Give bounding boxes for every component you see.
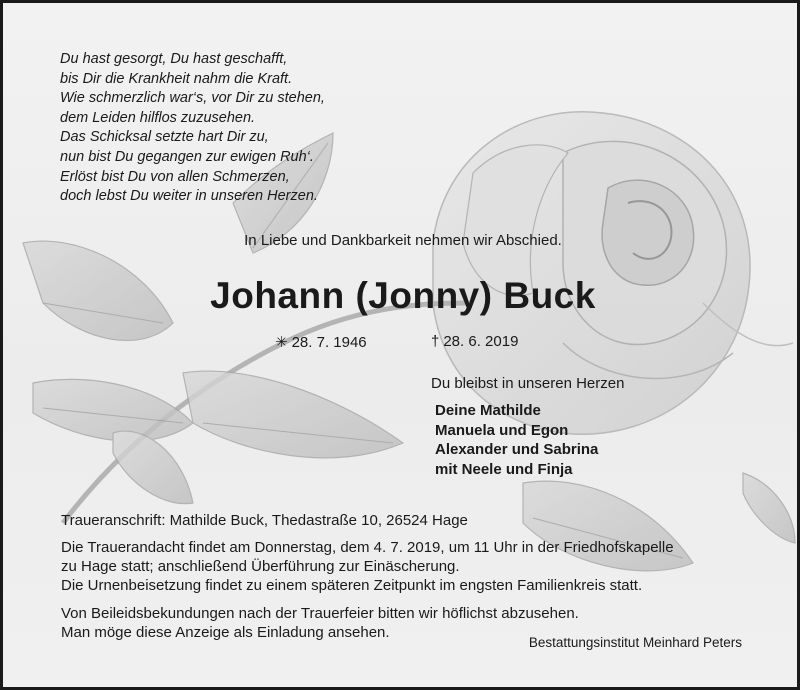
birth-star-icon: ✳ <box>275 334 288 351</box>
family-signatures <box>435 401 598 479</box>
closing-line: Von Beileidsbekundungen nach der Trauerfeier bitten wir höflichst abzusehen. <box>61 605 579 622</box>
poem-line: Das Schicksal setzte hart Dir zu, <box>60 129 269 146</box>
poem-line: Wie schmerzlich war‘s, vor Dir zu stehen, <box>60 90 325 107</box>
closing-line: Man möge diese Anzeige als Einladung ansehen. <box>61 624 390 641</box>
poem-line: Du hast gesorgt, Du hast geschafft, <box>60 51 288 67</box>
family-member: Alexander und Sabrina <box>435 441 599 458</box>
birth-date <box>275 333 367 351</box>
ceremony-line: zu Hage statt; anschließend Überführung zur Einäscherung. <box>61 558 460 575</box>
memorial-poem <box>60 50 325 207</box>
poem-line: nun bist Du gegangen zur ewigen Ruh‘. <box>60 148 314 165</box>
poem-line: bis Dir die Krankheit nahm die Kraft. <box>60 70 293 87</box>
poem-line: Erlöst bist Du von allen Schmerzen, <box>60 168 290 185</box>
poem-line: doch lebst Du weiter in unseren Herzen. <box>60 188 318 205</box>
death-date <box>431 333 518 350</box>
deceased-name: Johann (Jonny) Buck <box>210 275 596 316</box>
family-member: Manuela und Egon <box>435 421 569 439</box>
remember-line: Du bleibst in unseren Herzen <box>431 375 625 392</box>
family-member: mit Neele und Finja <box>435 460 573 478</box>
poem-line: dem Leiden hilflos zuzusehen. <box>60 109 256 126</box>
ceremony-details <box>61 538 674 595</box>
farewell-line: In Liebe und Dankbarkeit nehmen wir Abschied. <box>244 232 562 249</box>
mourning-address: Traueranschrift: Mathilde Buck, Thedastraße 10, 26524 Hage <box>61 512 468 529</box>
family-member: Deine Mathilde <box>435 402 541 419</box>
death-date-value: 28. 6. 2019 <box>443 333 519 350</box>
ceremony-line: Die Urnenbeisetzung findet zu einem späteren Zeitpunkt im engsten Familienkreis statt. <box>61 577 643 594</box>
ceremony-line: Die Trauerandacht findet am Donnerstag, dem 4. 7. 2019, um 11 Uhr in der Friedhofskapelle <box>61 539 674 556</box>
death-cross-icon: † <box>431 333 440 350</box>
birth-date-value: 28. 7. 1946 <box>291 334 367 351</box>
closing-notes <box>61 604 579 642</box>
funeral-home: Bestattungsinstitut Meinhard Peters <box>528 635 742 650</box>
